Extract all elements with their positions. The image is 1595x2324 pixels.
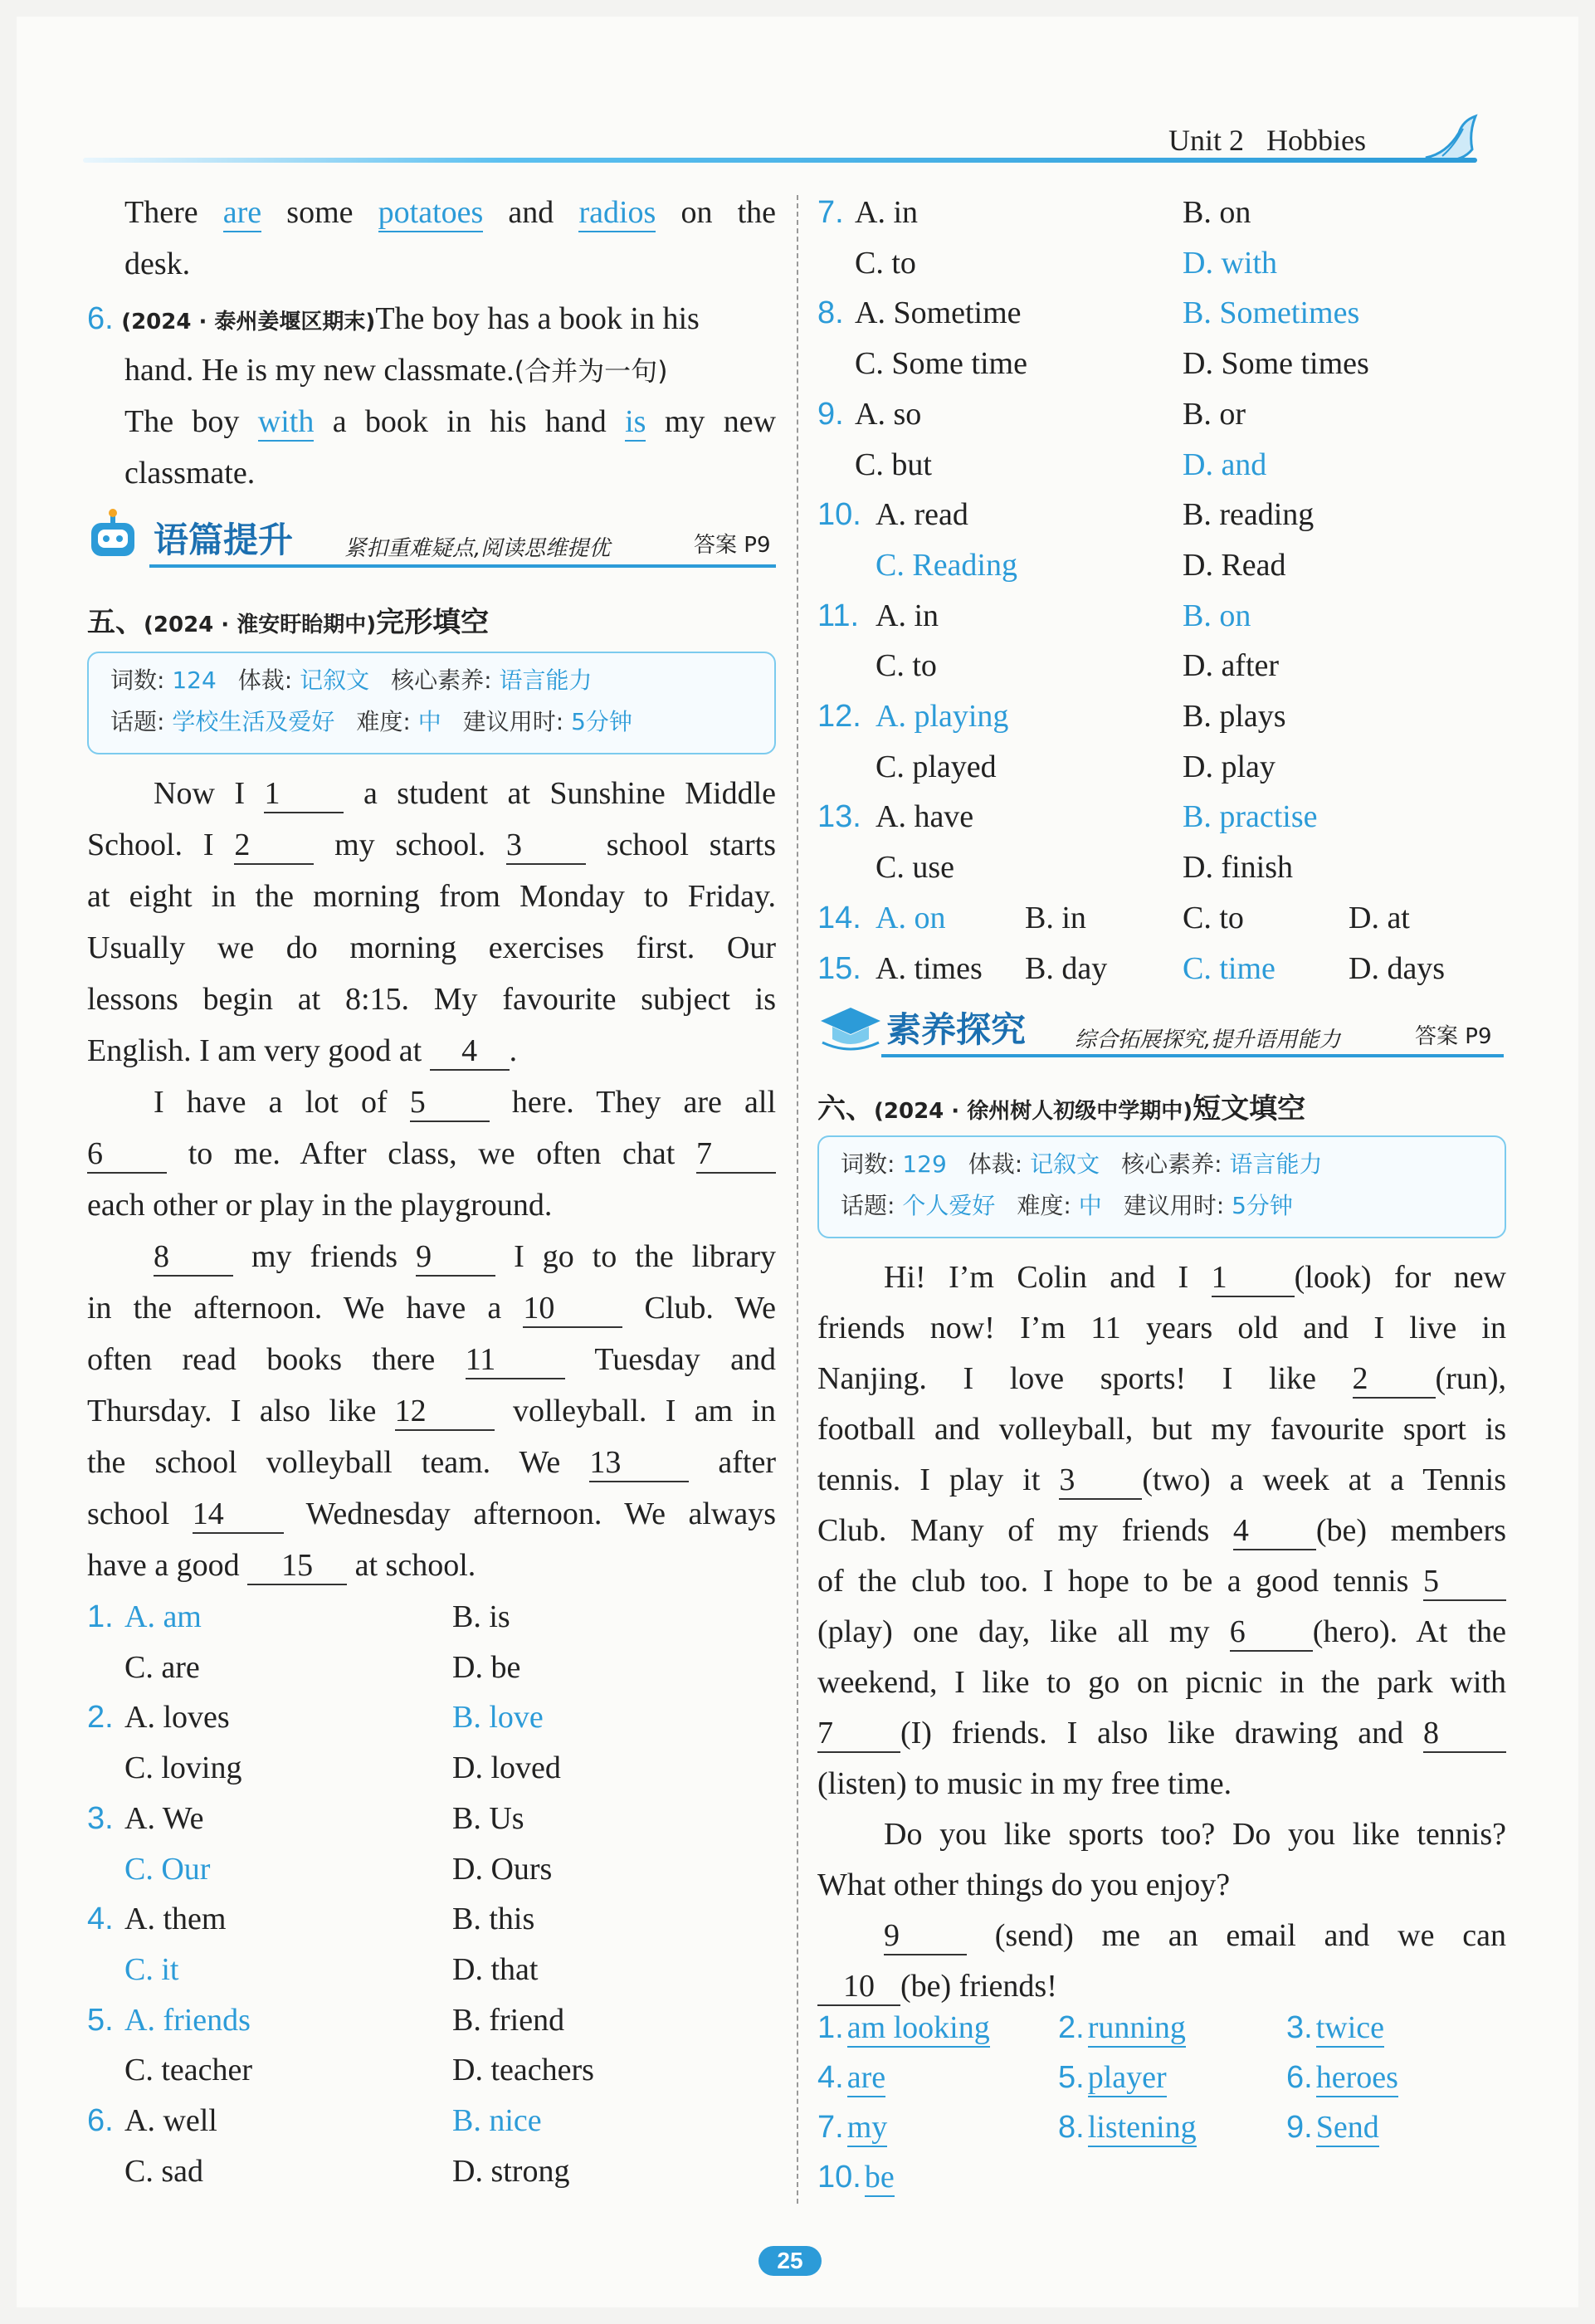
choice-option: B. nice <box>452 2103 542 2138</box>
choice-option: B. Us <box>452 1800 524 1836</box>
answer-number: 7. <box>817 2110 844 2145</box>
cloze-line: Thursday. I also like 12 volleyball. I am in <box>87 1385 776 1437</box>
answer-number: 9. <box>1286 2110 1313 2145</box>
answer-value: player <box>1088 2059 1167 2097</box>
choice-option: C. to <box>855 245 916 281</box>
robot-icon <box>83 508 143 568</box>
unit-header: Unit 2 Hobbies <box>1168 124 1367 157</box>
choice-option: A. in <box>855 195 918 230</box>
section5-heading: 五、(2024 · 淮安盱眙期中)完形填空 <box>87 606 490 639</box>
question-number: 10. <box>817 497 861 533</box>
choice-option: D. at <box>1349 900 1410 935</box>
choice-option: B. or <box>1183 396 1246 432</box>
graduation-cap-icon <box>817 996 884 1056</box>
answer-value: twice <box>1316 2009 1384 2048</box>
answer-number: 3. <box>1286 2010 1313 2045</box>
q6-prompt: 6. (2024 · 泰州姜堰区期末)The boy has a book in his <box>87 301 700 336</box>
answer-item <box>1058 2002 1186 2053</box>
bird-logo-icon <box>1417 108 1484 174</box>
answer-item <box>817 2002 990 2053</box>
passage-line: football and volleyball, but my favourite sport is <box>817 1412 1506 1447</box>
answer-item <box>817 2151 895 2203</box>
choice-option: C. sad <box>124 2153 203 2189</box>
answer-number: 10. <box>817 2160 861 2195</box>
cloze-line: each other or play in the playground. <box>87 1188 553 1223</box>
answer-value: be <box>865 2159 895 2197</box>
choice-option: D. Read <box>1183 547 1286 583</box>
passage-line: Club. Many of my friends 4 (be) members <box>817 1505 1506 1556</box>
answer-number: 8. <box>1058 2110 1085 2145</box>
choice-option: D. teachers <box>452 2053 594 2088</box>
banner1-title: 语篇提升 <box>154 520 294 560</box>
answer-item <box>817 2052 885 2103</box>
choice-option: A. in <box>876 598 939 633</box>
question-number: 15. <box>817 950 861 986</box>
choice-option: D. strong <box>452 2153 570 2189</box>
q5-answer-line: There are some potatoes and radios on the <box>124 187 776 238</box>
answer-value: my <box>847 2109 888 2147</box>
choice-option: C. use <box>876 850 954 886</box>
cloze-line: Now I 1 a student at Sunshine Middle <box>154 768 776 819</box>
passage-line: Do you like sports too? Do you like tennis? <box>884 1817 1506 1852</box>
choice-option: B. love <box>452 1700 544 1736</box>
banner1-answer-ref: 答案 P9 <box>694 533 771 558</box>
passage-line: 7 (I) friends. I also like drawing and 8 <box>817 1707 1506 1759</box>
choice-option: A. am <box>124 1599 202 1634</box>
answer-value: Send <box>1316 2109 1379 2147</box>
cloze-line: Usually we do morning exercises first. Our <box>87 930 776 965</box>
answer-value: are <box>847 2059 885 2097</box>
choice-option: C. time <box>1183 950 1276 986</box>
choice-option: C. it <box>124 1951 179 1987</box>
passage-line: (play) one day, like all my 6 (hero). At the <box>817 1606 1506 1658</box>
choice-option: A. loves <box>124 1700 230 1736</box>
question-number: 3. <box>87 1800 114 1836</box>
passage-line: tennis. I play it 3 (two) a week at a Tennis <box>817 1454 1506 1506</box>
passage-line: weekend, I like to go on picnic in the park with <box>817 1665 1506 1700</box>
q6-answer-line: The boy with a book in his hand is my new <box>124 396 776 447</box>
section5-infobox: 词数: 124 体裁: 记叙文 核心素养: 语言能力 话题: 学校生活及爱好 难度: 中 建议用时: 5分钟 <box>87 652 776 754</box>
choice-option: A. on <box>876 900 946 935</box>
choice-option: D. be <box>452 1649 521 1685</box>
cloze-line: at eight in the morning from Monday to Friday. <box>87 879 776 914</box>
answer-item <box>1286 2052 1398 2103</box>
choice-option: D. and <box>1183 447 1267 482</box>
choice-option: B. on <box>1183 598 1251 633</box>
question-number: 14. <box>817 900 861 935</box>
choice-option: C. Reading <box>876 547 1017 583</box>
choice-option: D. that <box>452 1951 539 1987</box>
cloze-line: 8 my friends 9 I go to the library <box>154 1231 776 1282</box>
choice-option: C. but <box>855 447 932 482</box>
passage-line: of the club too. I hope to be a good tennis 5 <box>817 1555 1506 1607</box>
answer-value: heroes <box>1316 2059 1398 2097</box>
answer-value: am looking <box>847 2009 990 2048</box>
section6-heading: 六、(2024 · 徐州树人初级中学期中)短文填空 <box>817 1092 1306 1125</box>
answer-item <box>1286 2002 1384 2053</box>
choice-option: D. Ours <box>452 1851 553 1887</box>
question-number: 11. <box>817 598 860 633</box>
passage-line: (listen) to music in my free time. <box>817 1766 1232 1801</box>
question-number: 2. <box>87 1700 114 1736</box>
choice-option: B. practise <box>1183 799 1318 835</box>
choice-option: C. Some time <box>855 346 1027 382</box>
question-number: 9. <box>817 396 844 432</box>
answer-value: running <box>1088 2009 1186 2048</box>
cloze-line: have a good 15 at school. <box>87 1540 476 1591</box>
passage-line: friends now! I’m 11 years old and I live in <box>817 1311 1506 1345</box>
choice-option: C. teacher <box>124 2053 253 2088</box>
banner1-subtitle: 紧扣重难疑点,阅读思维提优 <box>344 536 611 561</box>
choice-option: A. well <box>124 2103 217 2138</box>
q5-answer-line-2: desk. <box>124 247 191 281</box>
banner2-title: 素养探究 <box>886 1009 1027 1050</box>
choice-option: C. played <box>876 749 997 784</box>
cloze-line: lessons begin at 8:15. My favourite subject is <box>87 982 776 1017</box>
answer-number: 5. <box>1058 2060 1085 2095</box>
choice-option: B. is <box>452 1599 510 1634</box>
answer-number: 2. <box>1058 2010 1085 2045</box>
choice-option: A. Sometime <box>855 295 1022 331</box>
question-number: 6. <box>87 2103 114 2138</box>
passage-line: Hi! I’m Colin and I 1 (look) for new <box>884 1252 1506 1303</box>
cloze-line: school 14 Wednesday afternoon. We always <box>87 1488 776 1540</box>
choice-option: A. so <box>855 396 922 432</box>
banner1-rule <box>149 564 776 568</box>
choice-option: A. We <box>124 1800 204 1836</box>
choice-option: B. plays <box>1183 699 1286 734</box>
cloze-line: I have a lot of 5 here. They are all <box>154 1077 776 1128</box>
question-number: 7. <box>817 195 844 230</box>
banner2-answer-ref: 答案 P9 <box>1415 1024 1492 1049</box>
passage-line: 10 (be) friends! <box>817 1960 1057 2012</box>
choice-option: A. have <box>876 799 974 835</box>
answer-item <box>1058 2052 1167 2103</box>
cloze-line: 6 to me. After class, we often chat 7 <box>87 1128 776 1179</box>
question-number: 13. <box>817 799 861 835</box>
question-number: 4. <box>87 1902 114 1937</box>
banner2-subtitle: 综合拓展探究,提升语用能力 <box>1075 1028 1341 1052</box>
header-rule <box>83 158 1477 163</box>
choice-option: A. them <box>124 1902 227 1937</box>
question-number: 8. <box>817 295 844 331</box>
choice-option: A. times <box>876 950 983 986</box>
answer-value: listening <box>1088 2109 1197 2147</box>
choice-option: B. Sometimes <box>1183 295 1360 331</box>
passage-line: What other things do you enjoy? <box>817 1868 1231 1902</box>
choice-option: D. loved <box>452 1750 561 1786</box>
cloze-line: the school volleyball team. We 13 after <box>87 1437 776 1488</box>
choice-option: C. to <box>1183 900 1244 935</box>
answer-number: 1. <box>817 2010 844 2045</box>
choice-option: D. after <box>1183 648 1280 684</box>
choice-option: B. on <box>1183 195 1251 230</box>
choice-option: A. read <box>876 497 968 533</box>
cloze-line: School. I 2 my school. 3 school starts <box>87 819 776 871</box>
section6-infobox: 词数: 129 体裁: 记叙文 核心素养: 语言能力 话题: 个人爱好 难度: 中 建议用时: 5分钟 <box>817 1135 1506 1238</box>
cloze-line: English. I am very good at 4 . <box>87 1025 517 1077</box>
choice-option: B. reading <box>1183 497 1315 533</box>
passage-line: Nanjing. I love sports! I like 2 (run), <box>817 1353 1506 1404</box>
passage-line: 9 (send) me an email and we can <box>884 1910 1506 1961</box>
choice-option: D. with <box>1183 245 1277 281</box>
choice-option: D. finish <box>1183 850 1293 886</box>
choice-option: B. friend <box>452 2002 565 2038</box>
choice-option: B. in <box>1025 900 1086 935</box>
q6-answer-line-2: classmate. <box>124 456 256 491</box>
choice-option: C. loving <box>124 1750 242 1786</box>
answer-item <box>1286 2102 1379 2153</box>
q6-prompt-2: hand. He is my new classmate.(合并为一句) <box>124 353 668 388</box>
choice-option: B. day <box>1025 950 1108 986</box>
question-number: 1. <box>87 1599 114 1634</box>
choice-option: D. play <box>1183 749 1276 784</box>
answer-item <box>817 2102 887 2153</box>
choice-option: A. playing <box>876 699 1009 734</box>
answer-item <box>1058 2102 1197 2153</box>
choice-option: B. this <box>452 1902 535 1937</box>
choice-option: C. are <box>124 1649 200 1685</box>
page-number: 25 <box>758 2246 822 2276</box>
banner2-rule <box>881 1054 1504 1057</box>
choice-option: C. Our <box>124 1851 211 1887</box>
answer-number: 4. <box>817 2060 844 2095</box>
choice-option: D. days <box>1349 950 1446 986</box>
choice-option: C. to <box>876 648 937 684</box>
choice-option: D. Some times <box>1183 346 1369 382</box>
cloze-line: in the afternoon. We have a 10 Club. We <box>87 1282 776 1334</box>
question-number: 12. <box>817 699 861 734</box>
choice-option: A. friends <box>124 2002 251 2038</box>
cloze-line: often read books there 11 Tuesday and <box>87 1334 776 1385</box>
answer-number: 6. <box>1286 2060 1313 2095</box>
question-number: 5. <box>87 2002 114 2038</box>
column-divider <box>797 195 798 2204</box>
